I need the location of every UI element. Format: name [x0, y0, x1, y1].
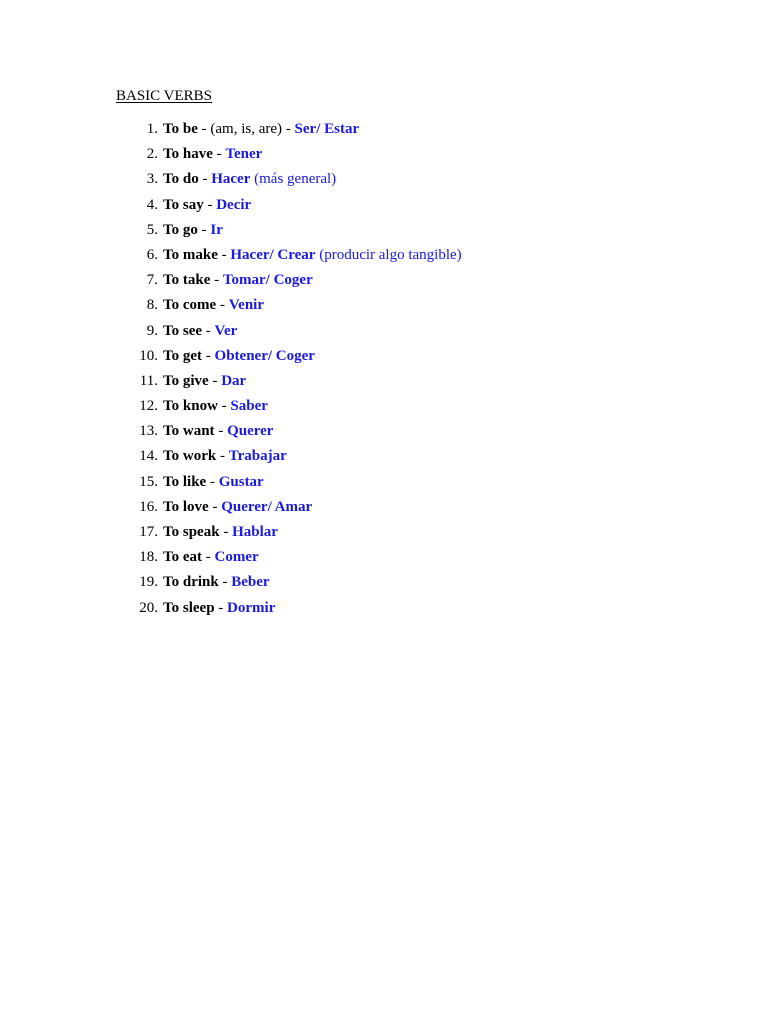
english-verb: To speak — [163, 524, 220, 540]
spanish-verb: Ser/ Estar — [294, 121, 360, 137]
list-item — [116, 599, 462, 624]
item-number: 1. — [146, 121, 158, 137]
item-number: 5. — [146, 221, 158, 238]
spanish-verb: Hablar — [232, 524, 278, 540]
separator: - — [214, 423, 228, 440]
separator: - — [197, 221, 211, 238]
spanish-verb: Saber — [230, 398, 268, 415]
separator: - — [217, 246, 231, 263]
separator: - — [208, 372, 222, 389]
spanish-verb: Dar — [221, 372, 247, 389]
english-verb: To eat — [163, 549, 203, 566]
english-verb: To love — [163, 498, 209, 515]
english-verb: To drink — [163, 574, 219, 591]
list-item — [116, 473, 462, 498]
separator: - — [198, 171, 212, 188]
item-number: 19. — [139, 574, 158, 591]
separator: - — [202, 322, 215, 339]
separator: - — [203, 196, 217, 213]
list-item — [116, 246, 462, 271]
english-verb: To make — [163, 246, 218, 263]
list-item — [116, 523, 462, 548]
item-number: 9. — [146, 322, 158, 339]
item-number: 16. — [139, 498, 158, 515]
item-number: 10. — [139, 347, 158, 364]
spanish-verb: Decir — [216, 196, 252, 213]
list-item — [116, 498, 462, 523]
separator: - — [218, 574, 232, 591]
separator: - — [214, 599, 228, 616]
separator: - — [202, 347, 215, 364]
separator: - — [208, 498, 222, 515]
item-number: 13. — [139, 423, 158, 440]
separator: - — [282, 121, 295, 137]
item-number: 17. — [139, 524, 158, 540]
spanish-verb: Querer/ Amar — [221, 498, 313, 515]
item-number: 6. — [146, 246, 158, 263]
list-item — [116, 548, 462, 573]
item-number: 11. — [139, 372, 158, 389]
list-item — [116, 145, 462, 170]
list-item — [116, 397, 462, 422]
english-verb: To take — [163, 272, 211, 289]
english-verb: To want — [163, 423, 215, 440]
spanish-verb: Tomar/ Coger — [222, 272, 313, 289]
verb-list — [116, 120, 462, 624]
spanish-verb: Comer — [214, 549, 259, 566]
spanish-note: (producir algo tangible) — [315, 246, 462, 263]
english-verb: To go — [163, 221, 198, 238]
item-number: 7. — [146, 272, 158, 289]
english-verb: To know — [163, 398, 218, 415]
spanish-verb: Tener — [225, 146, 263, 163]
spanish-verb: Dormir — [227, 599, 276, 616]
item-number: 12. — [139, 398, 158, 415]
separator: - — [206, 473, 219, 490]
english-verb: To say — [163, 196, 204, 213]
spanish-verb: Ver — [214, 322, 238, 339]
spanish-verb: Venir — [228, 297, 264, 314]
list-item — [116, 322, 462, 347]
english-verb: To have — [163, 146, 213, 163]
separator: - — [217, 398, 231, 415]
item-number: 20. — [139, 599, 158, 616]
item-number: 4. — [146, 196, 158, 213]
list-item — [116, 120, 462, 145]
spanish-verb: Trabajar — [228, 448, 287, 465]
english-verb: To give — [163, 372, 209, 389]
english-verb: To work — [163, 448, 217, 465]
english-verb: To like — [163, 473, 207, 490]
item-number: 15. — [139, 473, 158, 490]
page-title: BASIC VERBS — [116, 88, 213, 104]
list-item — [116, 271, 462, 296]
item-number: 3. — [146, 171, 158, 188]
english-verb: To do — [163, 171, 199, 188]
list-item — [116, 347, 462, 372]
spanish-verb: Hacer — [211, 171, 251, 188]
item-number: 8. — [146, 297, 158, 314]
english-verb: To sleep — [163, 599, 215, 616]
spanish-verb: Querer — [227, 423, 274, 440]
separator: - — [216, 448, 229, 465]
spanish-verb: Obtener/ Coger — [214, 347, 315, 364]
english-note: - (am, is, are) — [197, 121, 283, 137]
list-item — [116, 296, 462, 321]
list-item — [116, 372, 462, 397]
separator: - — [202, 549, 215, 566]
english-verb: To get — [163, 347, 203, 364]
spanish-verb: Beber — [231, 574, 270, 591]
spanish-note: (más general) — [250, 171, 337, 188]
separator: - — [210, 272, 223, 289]
list-item — [116, 221, 462, 246]
list-item — [116, 447, 462, 472]
list-item — [116, 422, 462, 447]
item-number: 2. — [146, 146, 158, 163]
english-verb: To come — [163, 297, 217, 314]
list-item — [116, 170, 462, 195]
separator: - — [216, 297, 229, 314]
separator: - — [219, 524, 233, 540]
list-item — [116, 573, 462, 598]
list-item — [116, 196, 462, 221]
english-verb: To be — [163, 121, 198, 137]
spanish-verb: Hacer/ Crear — [230, 246, 316, 263]
spanish-verb: Ir — [210, 221, 223, 238]
english-verb: To see — [163, 322, 203, 339]
separator: - — [212, 146, 226, 163]
item-number: 18. — [139, 549, 158, 566]
spanish-verb: Gustar — [218, 473, 264, 490]
item-number: 14. — [139, 448, 158, 465]
